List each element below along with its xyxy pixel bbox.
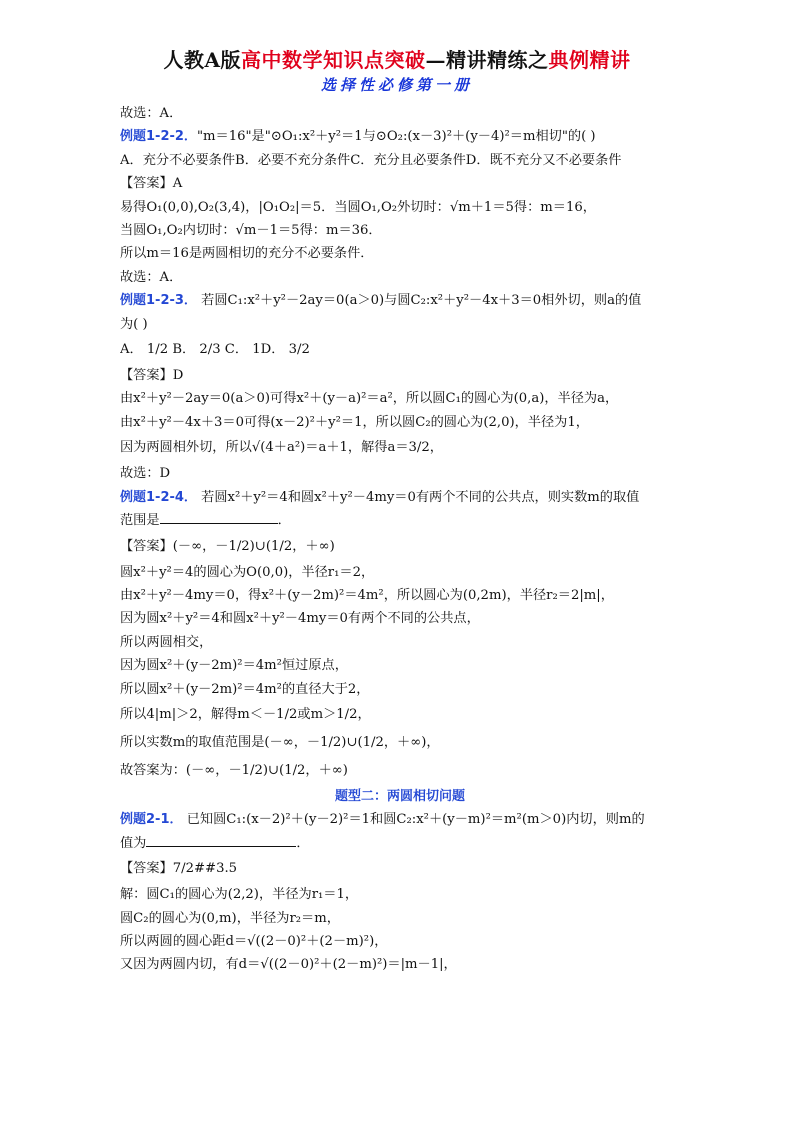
line-text: 范围是 [120,513,160,529]
line-text: 由x²＋y²－4my＝0，得x²＋(y－2m)²＝4m²，所以圆心为(0,2m)，半径r₂＝2|m|， [120,587,614,603]
example-question-line [120,289,680,312]
document-subtitle: 选择性必修第一册 [320,76,473,94]
text-line [120,387,680,410]
line-text: 【答案】A [120,176,183,192]
line-text: A．充分不必要条件B．必要不充分条件C．充分且必要条件D．既不充分又不必要条件 [120,152,622,168]
example-question-line [120,486,680,509]
answer-blank [146,832,296,847]
text-line [120,678,680,701]
text-line [120,219,680,242]
line-text: 因为两圆相外切，所以√(4＋a²)＝a＋1，解得a＝3/2， [120,440,443,456]
text-line [120,172,680,195]
text-line [120,654,680,677]
text-line [120,930,680,953]
text-line [120,102,680,125]
text-line [120,907,680,930]
line-text: 由x²＋y²－2ay＝0(a＞0)可得x²＋(y－a)²＝a²，所以圆C₁的圆心为(0,a)，半径为a， [120,391,619,407]
line-text: 所以m＝16是两圆相切的充分不必要条件． [120,246,374,262]
line-text: 易得O₁(0,0),O₂(3,4)，|O₁O₂|＝5．当圆O₁,O₂外切时：√m＋1＝5得：m＝16， [120,199,596,215]
document-title [0,44,794,73]
text-line [120,149,680,172]
section-heading: 题型二：两圆相切问题 [334,788,465,804]
line-text: 已知圆C₁:(x－2)²＋(y－2)²＝1和圆C₂:x²＋(y－m)²＝m²(m＞0)内切，则m的 [182,812,645,828]
text-line [120,883,680,906]
line-text: 故选：A． [120,106,183,121]
example-question-line [120,808,680,831]
line-text: 所以两圆的圆心距d＝√((2－0)²＋(2－m)²)， [120,933,388,949]
text-line [120,364,680,387]
text-line [120,701,680,729]
line-text: 圆x²＋y²＝4的圆心为O(0,0)，半径r₁＝2， [120,564,375,580]
line-text: "m＝16"是"⊙O₁:x²＋y²＝1与⊙O₂:(x－3)²＋(y－4)²＝m相切"的( ) [196,129,596,145]
line-text: 因为圆x²＋y²＝4和圆x²＋y²－4my＝0有两个不同的公共点， [120,611,480,627]
text-line [120,533,680,561]
text-line [120,953,680,976]
text-line [120,855,680,883]
line-text-end: ． [296,835,310,851]
line-text: 故选：A． [120,269,183,285]
example-label: 例题1-2-4． [120,489,197,505]
line-text: 【答案】(－∞，－1/2)∪(1/2，＋∞) [120,538,335,554]
line-text: 又因为两圆内切，有d＝√((2－0)²＋(2－m)²)＝|m－1|， [120,957,457,973]
text-line [120,434,680,462]
text-line [120,832,680,855]
text-line [120,336,680,364]
line-text: 【答案】7/2##3.5 [120,861,238,877]
example-label: 例题1-2-2． [120,129,197,145]
text-line [120,757,680,785]
line-text: 圆C₂的圆心为(0,m)，半径为r₂＝m， [120,910,340,926]
line-text: 所以圆x²＋(y－2m)²＝4m²的直径大于2， [120,681,370,697]
example-label: 例题2-1． [120,812,183,828]
text-line [120,561,680,584]
line-text: 所以两圆相交， [120,634,213,650]
example-label: 例题1-2-3． [120,293,197,309]
line-text: 故答案为：(－∞，－1/2)∪(1/2，＋∞) [120,762,348,778]
text-line [120,462,680,485]
text-line [120,411,680,434]
title-part-1: 人教A版 [163,48,242,72]
text-line [120,313,680,336]
title-part-4: 典例精讲 [548,48,631,72]
line-text: 故选：D [120,466,171,482]
text-line [120,242,680,265]
line-text: 解：圆C₁的圆心为(2,2)，半径为r₁＝1， [120,887,359,903]
text-line [120,607,680,630]
line-text-end: ． [277,513,291,529]
text-line [120,631,680,654]
line-text: 由x²＋y²－4x＋3＝0可得(x－2)²＋y²＝1，所以圆C₂的圆心为(2,0)，半径为1， [120,414,589,430]
text-line [120,196,680,219]
text-line [120,729,680,757]
text-line [120,266,680,289]
line-text: 若圆x²＋y²＝4和圆x²＋y²－4my＝0有两个不同的公共点，则实数m的取值 [196,489,640,505]
document-body [120,102,680,977]
line-text: 所以实数m的取值范围是(－∞，－1/2)∪(1/2，＋∞)， [120,734,440,750]
line-text: 【答案】D [120,368,184,384]
title-part-3: —精讲精练之 [425,48,549,72]
example-question-line [120,125,680,148]
title-part-2: 高中数学知识点突破 [241,48,426,72]
line-text: 当圆O₁,O₂内切时：√m－1＝5得：m＝36． [120,223,382,239]
answer-blank [160,509,278,524]
line-text: 为( ) [120,316,148,332]
text-line [120,509,680,532]
line-text: 若圆C₁:x²＋y²－2ay＝0(a＞0)与圆C₂:x²＋y²－4x＋3＝0相外切，则a的值 [196,293,642,309]
line-text: 值为 [120,835,147,851]
text-line [120,584,680,607]
line-text: 因为圆x²＋(y－2m)²＝4m²恒过原点， [120,658,348,674]
line-text: A． 1/2 B． 2/3 C． 1D． 3/2 [120,342,310,358]
line-text: 所以4|m|＞2，解得m＜－1/2或m＞1/2， [120,706,371,722]
